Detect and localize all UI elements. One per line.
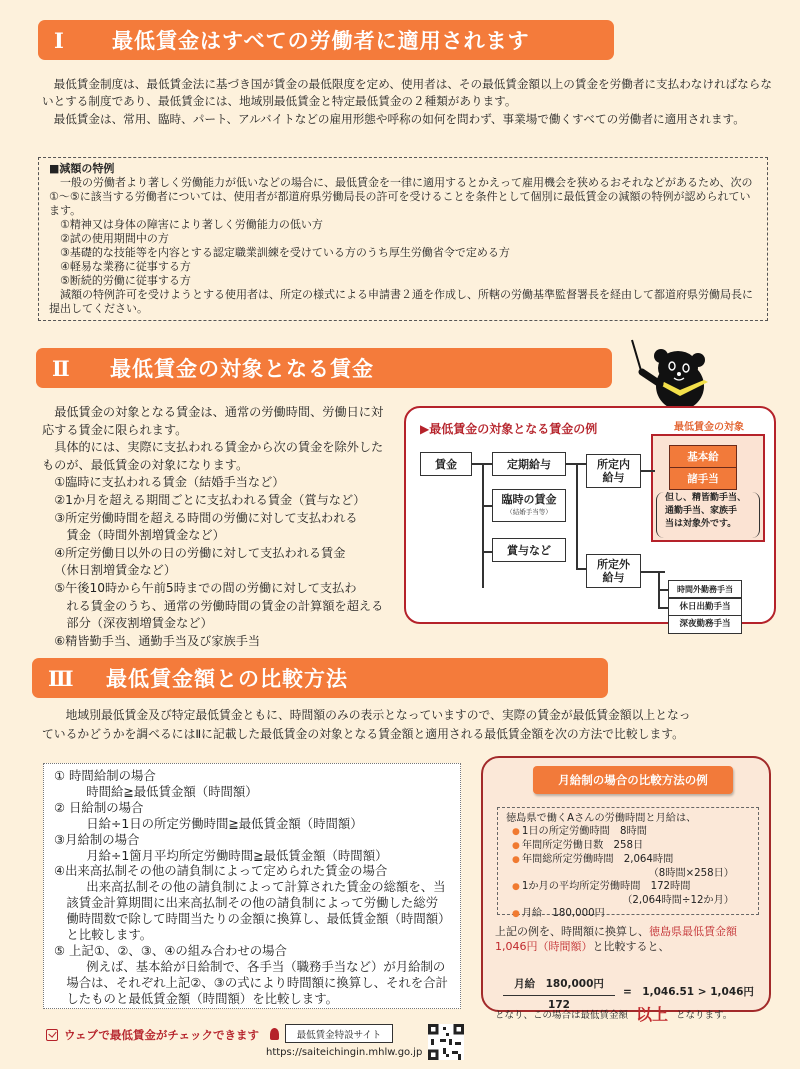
- excluded-item-cont: 賃金（時間外割増賃金など）: [66, 528, 225, 543]
- excluded-item: ①臨時に支払われる賃金（結婚手当など）: [54, 475, 285, 490]
- checkbox-icon: [46, 1029, 58, 1041]
- calc-result: = 1,046.51 > 1,046円: [623, 986, 754, 998]
- excluded-item: ⑥精皆勤手当、通勤手当及び家族手当: [54, 633, 261, 648]
- method-body: 例えば、基本給が日給制で、各手当（職務手当など）が月給制の場合は、それぞれ上記②、③の式により時間額に換算し、それを合計したものと最低賃金額（時間額）を比較します。: [66, 958, 448, 1006]
- diagram-title: ▶最低賃金の対象となる賃金の例: [420, 422, 598, 436]
- target-label: 最低賃金の対象: [674, 422, 744, 433]
- section3-number: Ⅲ: [48, 665, 75, 691]
- method-title: ② 日給制の場合: [54, 799, 144, 815]
- section1-paragraph: 最低賃金制度は、最低賃金法に基づき国が賃金の最低限度を定め、使用者は、その最低賃金額以上の賃金を労働者に支払わなければならないとする制度であり、最低賃金には、地域別最低賃金と特定最低賃金の２種類があります。: [42, 77, 772, 109]
- example-title: 月給制の場合の比較方法の例: [533, 766, 733, 794]
- excluded-item: ③所定労働時間を超える時間の労働に対して支払われる: [54, 510, 358, 525]
- qr-code-icon[interactable]: [428, 1024, 464, 1060]
- method-title: ⑤ 上記①、②、③、④の組み合わせの場合: [54, 942, 287, 958]
- method-formula: 月給÷1箇月平均所定労働時間≧最低賃金額（時間額）: [86, 847, 388, 863]
- reduction-special-box: [38, 157, 768, 321]
- section2-intro2: 具体的には、実際に支払われる賃金から次の賃金を除外したものが、最低賃金の対象になります。: [42, 440, 384, 472]
- excluded-item: ④所定労働日以外の日の労働に対して支払われる賃金: [54, 545, 346, 560]
- section1-number: Ⅰ: [54, 27, 65, 53]
- wage-box: 賃金: [420, 452, 472, 476]
- web-check-notice: ウェブで最低賃金がチェックできます: [46, 1027, 259, 1043]
- example-calc-lead: 上記の例を、時間額に換算し、徳島県最低賃金額 1,046円（時間額）と比較すると、: [495, 925, 737, 953]
- bear-mascot-icon: [620, 336, 710, 408]
- section3-intro: 地域別最低賃金及び特定最低賃金ともに、時間額のみの表示となっていますので、実際の賃金が最低賃金額以上となっ ているかどうかを調べるにはⅡに記載した最低賃金の対象となる賃金額と適用される最低賃金額を次の方法で比較します。: [42, 708, 691, 741]
- reduction-item: ③基礎的な技能等を内容とする認定職業訓練を受けている方のうち厚生労働省令で定める方: [60, 246, 510, 259]
- section1-body: [42, 76, 780, 128]
- night-box: 深夜勤務手当: [668, 616, 742, 634]
- reduction-item: ②試の使用期間中の方: [60, 232, 169, 245]
- key-icon: [270, 1028, 279, 1040]
- wage-diagram: [404, 406, 776, 629]
- section1-title: 最低賃金はすべての労働者に適用されます: [112, 29, 530, 53]
- reduction-intro: 一般の労働者より著しく労働能力が低いなどの場合に、最低賃金を一律に適用するとかえって雇用機会を狭めるおそれなどがあるため、次の①～⑤に該当する労働者については、使用者が都道府県労働局長の許可を受けることを条件として個別に最低賃金の減額の特例が認められています。: [49, 176, 753, 217]
- excluded-item-cont: れる賃金のうち、通常の労働時間の賃金の計算額を超える部分（深夜割増賃金など）: [66, 598, 384, 631]
- excluded-item: ⑤午後10時から午前5時までの間の労働に対して支払わ: [54, 580, 357, 595]
- example-conditions: 徳島県で働くAさんの労働時間と月給は、 ● 1日の所定労働時間 8時間 ● 年間所定労働日数 258日 ● 年間総所定労働時間 2,064時間 （8時間×258日） ● 1か月の平均所定労働時間 172時間 （2,064時間÷12か月） ● 月給 180,000円: [497, 807, 759, 915]
- method-formula: 日給÷1日の所定労働時間≧最低賃金額（時間額）: [86, 815, 363, 831]
- reduction-item: ④軽易な業務に従事する方: [60, 260, 191, 273]
- special-site-button[interactable]: 最低賃金特設サイト: [285, 1024, 393, 1043]
- method-title: ④出来高払制その他の請負制によって定められた賃金の場合: [54, 863, 388, 879]
- comparison-methods-box: [43, 763, 461, 1009]
- reduction-item: ⑤断続的労働に従事する方: [60, 274, 191, 287]
- reduction-item: ①精神又は身体の障害により著しく労働能力の低い方: [60, 218, 323, 231]
- conclusion: となり、この場合は最低賃金額 以上 となります。: [495, 1005, 733, 1024]
- method-formula: 時間給≧最低賃金額（時間額）: [86, 783, 258, 799]
- bonus-box: 賞与など: [492, 538, 566, 562]
- base-pay-box: 基本給: [669, 445, 737, 468]
- section3-header: [32, 658, 608, 698]
- section2-title: 最低賃金の対象となる賃金: [110, 357, 374, 381]
- holiday-box: 休日出勤手当: [668, 598, 742, 616]
- section1-paragraph: 最低賃金は、常用、臨時、パート、アルバイトなどの雇用形態や呼称の如何を問わず、事業場で働くすべての労働者に適用されます。: [53, 111, 745, 126]
- monthly-example-panel: [481, 756, 771, 1024]
- site-url-link[interactable]: https://saiteichingin.mhlw.go.jp: [266, 1047, 423, 1058]
- method-body: 出来高払制その他の請負制によって計算された賃金の総額を、当該賃金計算期間に出来高払制その他の請負制によって労働した総労働時間数で除して時間当たりの金額に換算し、最低賃金額（時間額）と比較します。: [66, 879, 446, 943]
- unscheduled-pay-box: 所定外 給与: [586, 554, 641, 588]
- fraction: 月給 180,000円 172: [503, 976, 615, 1011]
- reduction-closing: 減額の特例許可を受けようとする使用者は、所定の様式による申請書２通を作成し、所轄の労働基準監督署長を経由して都道府県労働局長に提出してください。: [49, 288, 753, 315]
- exclusion-note: 但し、精皆勤手当、 通勤手当、家族手 当は対象外です。: [656, 492, 760, 538]
- section1-header: [38, 20, 614, 60]
- temporary-wage-box: 臨時の賃金 （結婚手当等）: [492, 489, 566, 522]
- method-title: ① 時間給制の場合: [54, 768, 156, 783]
- excluded-item: ②1か月を超える期間ごとに支払われる賃金（賞与など）: [54, 492, 366, 507]
- section2-intro1: 最低賃金の対象となる賃金は、通常の労働時間、労働日に対応する賃金に限られます。: [42, 405, 384, 437]
- regular-pay-box: 定期給与: [492, 452, 566, 476]
- section2-header: [36, 348, 612, 388]
- section2-number: Ⅱ: [52, 355, 71, 381]
- section2-body: [42, 404, 392, 650]
- allowances-box: 諸手当: [669, 467, 737, 490]
- scheduled-pay-box: 所定内 給与: [586, 454, 641, 488]
- method-title: ③月給制の場合: [54, 831, 140, 847]
- section3-title: 最低賃金額との比較方法: [106, 667, 348, 691]
- overtime-box: 時間外勤務手当: [668, 580, 742, 598]
- excluded-item-cont: （休日割増賃金など）: [54, 563, 177, 578]
- reduction-title: ■減額の特例: [49, 162, 115, 175]
